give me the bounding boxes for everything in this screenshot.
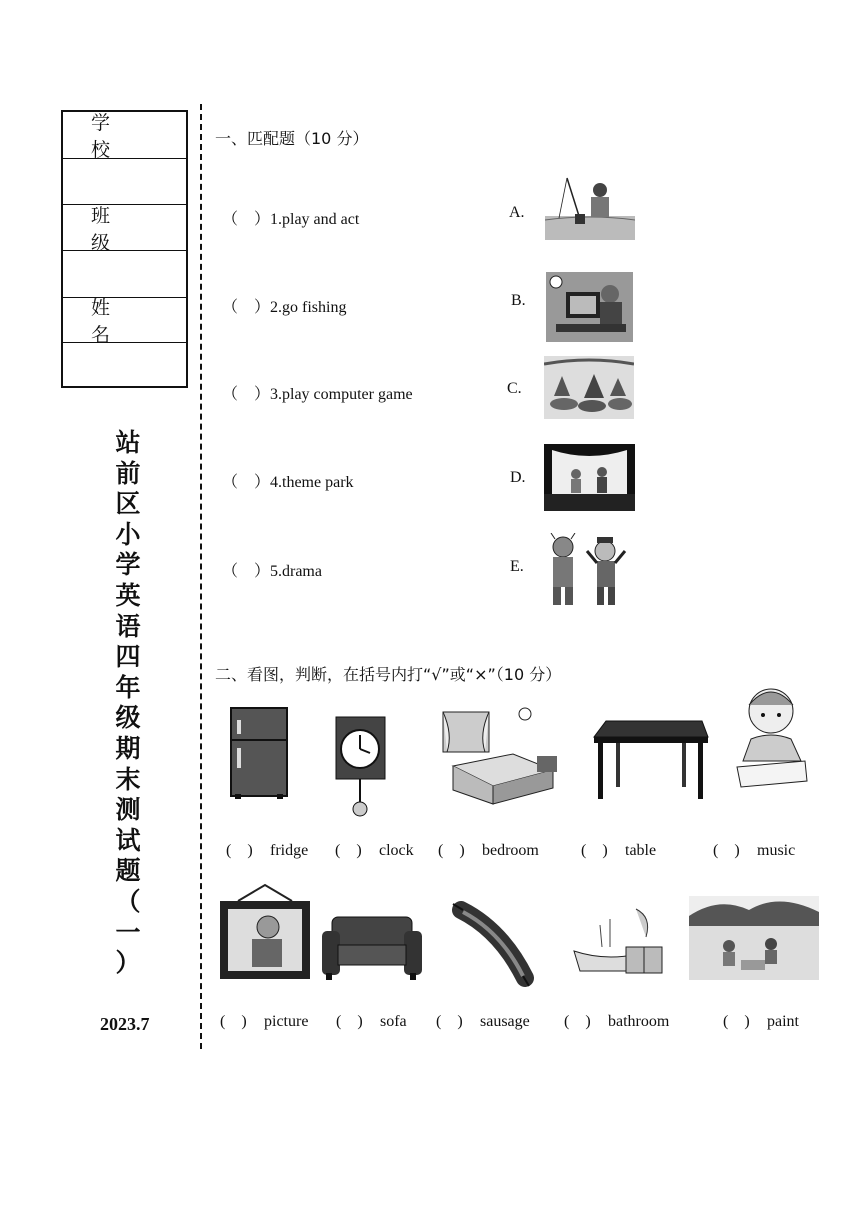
exam-date: 2023.7 <box>100 1014 150 1034</box>
answer-paren[interactable]: ( ) <box>581 842 608 859</box>
caption-word: picture <box>264 1013 309 1030</box>
title-char: （ <box>115 886 141 916</box>
title-char: 区 <box>115 489 141 519</box>
match-item-5 <box>222 558 322 581</box>
table-picture <box>592 719 709 801</box>
option-letter-c: C. <box>507 380 522 397</box>
class-label: 班 级 <box>63 205 186 251</box>
answer-paren[interactable]: ( ) <box>713 842 740 859</box>
exam-title-vertical <box>100 428 156 979</box>
caption-bathroom <box>564 1008 669 1031</box>
name-label: 姓 名 <box>63 298 186 343</box>
title-char: 四 <box>115 642 141 672</box>
answer-paren[interactable]: ( ) <box>220 1013 247 1030</box>
answer-paren[interactable]: （ ） <box>222 474 271 491</box>
title-char: 学 <box>115 550 141 580</box>
answer-paren[interactable]: （ ） <box>222 563 271 580</box>
caption-fridge <box>226 837 308 860</box>
option-letter-e: E. <box>510 558 524 575</box>
caption-word: bathroom <box>608 1013 670 1030</box>
caption-sofa <box>336 1008 407 1031</box>
title-char: 试 <box>115 825 141 855</box>
answer-paren[interactable]: ( ) <box>335 842 362 859</box>
class-field[interactable] <box>63 251 186 298</box>
name-field[interactable] <box>63 343 186 386</box>
answer-paren[interactable]: ( ) <box>723 1013 750 1030</box>
caption-word: sofa <box>380 1013 407 1030</box>
title-char: 题 <box>115 856 141 886</box>
caption-sausage <box>436 1008 530 1031</box>
sofa-picture <box>320 913 423 981</box>
title-char: ） <box>115 948 141 978</box>
section2-title: 二、看图，判断，在括号内打“√”或“×”（10 分） <box>215 665 562 684</box>
computer-picture <box>546 272 633 342</box>
title-char: 英 <box>115 580 141 610</box>
answer-paren[interactable]: （ ） <box>222 299 271 316</box>
title-char: 语 <box>115 611 141 641</box>
answer-paren[interactable]: （ ） <box>222 211 271 228</box>
option-letter-a: A. <box>509 204 525 221</box>
caption-word: clock <box>379 842 414 859</box>
answer-paren[interactable]: ( ) <box>564 1013 591 1030</box>
caption-word: paint <box>767 1013 799 1030</box>
answer-paren[interactable]: （ ） <box>222 386 271 403</box>
title-char: 站 <box>115 428 141 457</box>
match-item-4 <box>222 469 354 492</box>
title-char: 前 <box>115 458 141 488</box>
theme-park-picture <box>544 356 634 419</box>
park-picnic-picture <box>689 896 819 980</box>
title-char: 一 <box>115 917 141 947</box>
title-char: 年 <box>115 672 141 702</box>
option-letter-b: B. <box>511 292 526 309</box>
school-field[interactable] <box>63 159 186 205</box>
answer-paren[interactable]: ( ) <box>226 842 253 859</box>
bedroom-picture <box>433 704 562 808</box>
caption-bedroom <box>438 837 539 860</box>
title-char: 期 <box>115 733 141 763</box>
match-item-text: 3.play computer game <box>270 386 413 403</box>
girl-drawing-picture <box>735 683 809 791</box>
caption-word: fridge <box>270 842 309 859</box>
dashed-divider <box>200 104 202 1049</box>
bathroom-picture <box>570 907 667 980</box>
answer-paren[interactable]: ( ) <box>438 842 465 859</box>
section1-title: 一、匹配题（10 分） <box>215 129 369 148</box>
caption-music <box>713 837 795 860</box>
caption-word: table <box>625 842 657 859</box>
title-char: 级 <box>115 703 141 733</box>
caption-table <box>581 837 656 860</box>
caption-word: bedroom <box>482 842 539 859</box>
tiger-and-boy-picture <box>541 533 635 607</box>
sausage-picture <box>451 900 535 988</box>
match-item-text: 5.drama <box>270 563 322 580</box>
match-item-text: 1.play and act <box>270 211 360 228</box>
clock-picture <box>334 713 387 818</box>
fishing-picture <box>545 176 635 240</box>
answer-paren[interactable]: ( ) <box>436 1013 463 1030</box>
match-item-2 <box>222 294 346 317</box>
title-char: 小 <box>115 519 141 549</box>
drama-stage-picture <box>544 444 635 511</box>
caption-paint <box>723 1008 799 1031</box>
match-item-1 <box>222 206 359 229</box>
title-char: 末 <box>115 764 141 794</box>
student-info-box <box>61 110 188 388</box>
caption-picture <box>220 1008 308 1031</box>
caption-word: sausage <box>480 1013 530 1030</box>
caption-word: music <box>757 842 796 859</box>
answer-paren[interactable]: ( ) <box>336 1013 363 1030</box>
option-letter-d: D. <box>510 469 526 486</box>
school-label: 学 校 <box>63 112 186 159</box>
title-char: 测 <box>115 795 141 825</box>
match-item-text: 2.go fishing <box>270 299 347 316</box>
caption-clock <box>335 837 414 860</box>
framed-picture <box>218 883 312 980</box>
fridge-picture <box>227 706 291 800</box>
match-item-text: 4.theme park <box>270 474 354 491</box>
match-item-3 <box>222 381 413 404</box>
